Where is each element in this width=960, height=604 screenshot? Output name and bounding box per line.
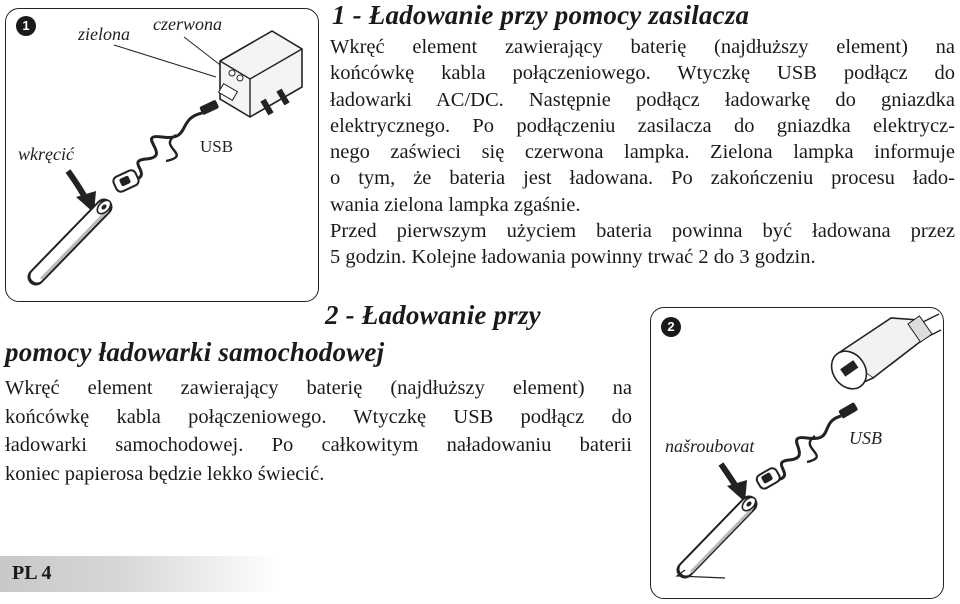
section-2-heading-line-2: pomocy ładowarki samochodowej [5,337,385,367]
text-line: koniec papierosa będzie lekko świecić. [5,462,325,485]
text-line: ładowarki AC/DC. Następnie podłącz ładowarkę do gniazdka [330,88,955,111]
ac-dc-charger-illustration [6,9,318,301]
car-charger-icon [824,314,941,396]
label-screw-in: wkręcić [18,144,74,164]
section-1-heading: 1 - Ładowanie przy pomocy zasilacza [332,0,750,30]
section-2-body [5,374,632,488]
usb-cable-icon [132,100,219,181]
page-footer-bar [0,556,280,592]
text-line: Wkręć element zawierający baterię (najdłuższy element) na [5,377,632,399]
section-1-body [330,34,955,271]
connector-icon [112,169,141,194]
text-line: nego zaświeci się czerwona lampka. Zielona lampka informuje [330,141,955,164]
text-line: ładowarki samochodowej. Po całkowitym naładowaniu baterii [5,434,632,456]
page-number-label: PL 4 [12,562,52,584]
section-2-heading-line-1: 2 - Ładowanie przy [325,300,541,330]
wall-adapter-icon [219,31,302,117]
label-green-lamp: zielona [78,24,130,44]
label-usb: USB [849,428,882,448]
illustration-panel-1 [5,8,319,302]
step-badge-2: 2 [661,317,681,337]
text-line: 5 godzin. Kolejne ładowania powinny trwać 2 do 3 godzin. [330,246,816,269]
battery-icon [36,198,113,279]
label-red-lamp: czerwona [153,14,222,34]
text-line: o tym, że bateria jest ładowana. Po zakończeniu procesu łado- [330,167,955,190]
car-charger-illustration [651,308,943,598]
text-line: końcówkę kabla połączeniowego. Wtyczkę USB podłącz do [330,62,955,85]
text-line: Przed pierwszym użyciem bateria powinna być ładowana przez [330,220,955,243]
text-line: wania zielona lampka zgaśnie. [330,193,581,216]
connector-icon [755,466,782,490]
usb-cable-icon [777,402,858,480]
text-line: Wkręć element zawierający baterię (najdłuższy element) na [330,36,955,58]
screw-arrow-icon [68,171,96,213]
label-usb: USB [200,137,234,156]
screw-arrow-icon [721,464,747,502]
text-line: końcówkę kabla połączeniowego. Wtyczkę USB podłącz do [5,405,632,428]
text-line: elektrycznego. Po podłączeniu zasilacza do gniazdka elektrycz- [330,114,955,137]
label-screw-on: našroubovat [665,436,755,456]
illustration-panel-2 [650,307,944,599]
step-badge-1: 1 [16,16,36,36]
battery-icon [677,495,758,578]
